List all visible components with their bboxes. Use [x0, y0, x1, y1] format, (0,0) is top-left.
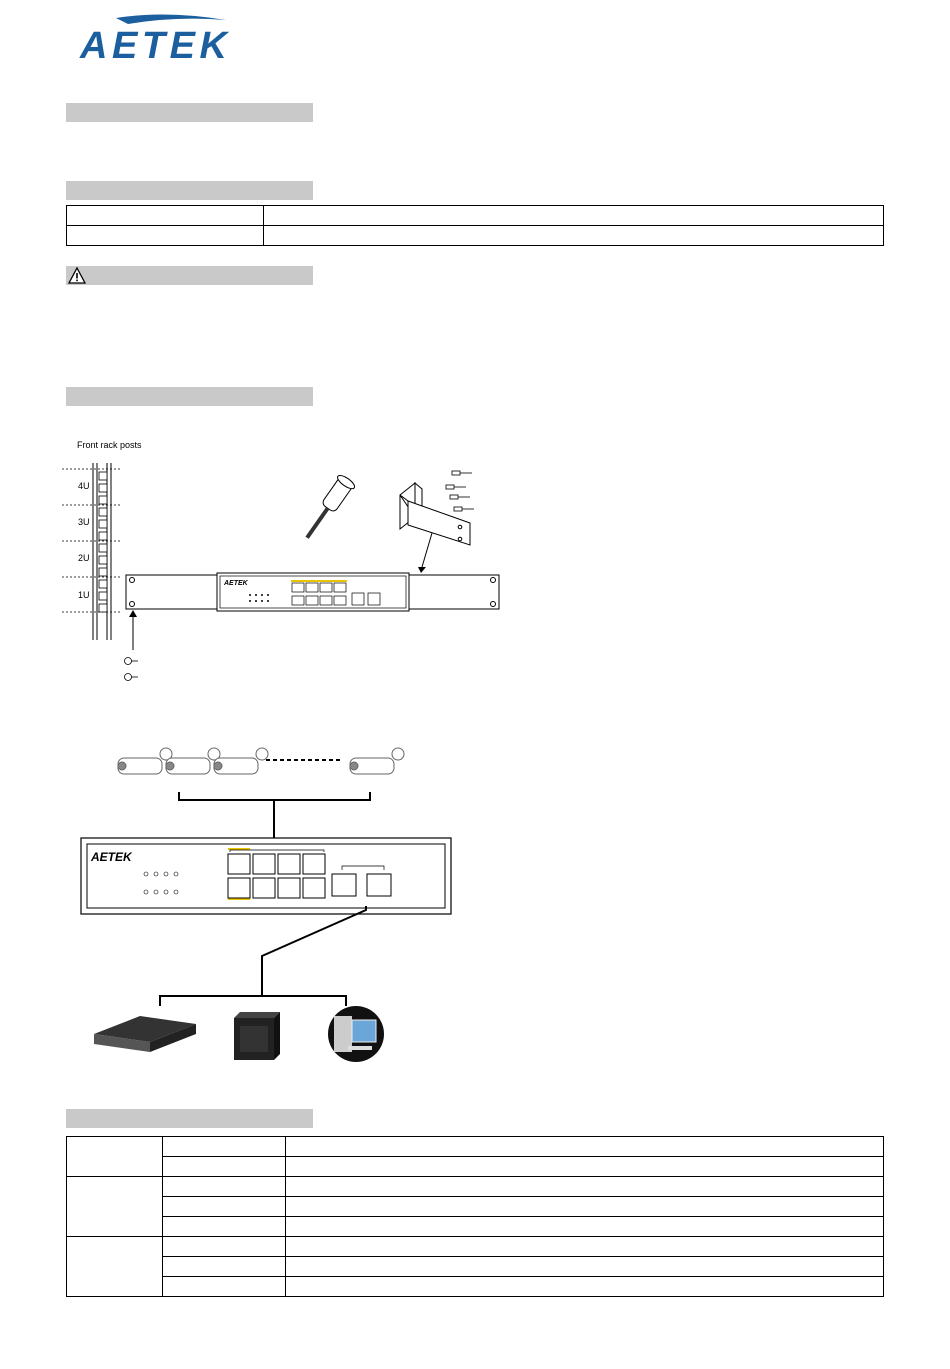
spec-table-2 [66, 1136, 884, 1297]
section-header-bar-2 [66, 181, 313, 200]
unit-label: 4U [78, 481, 90, 491]
aetek-logo [76, 14, 232, 64]
nvr-icon [94, 1016, 196, 1052]
table-row [67, 1157, 884, 1177]
table-row [67, 226, 884, 246]
unit-label: 1U [78, 590, 90, 600]
ip-camera-icon [118, 748, 404, 774]
rack-caption: Front rack posts [77, 440, 142, 450]
svg-text:AETEK: AETEK [80, 25, 228, 64]
section-header-bar-1 [66, 103, 313, 122]
spec-table-1 [66, 205, 884, 246]
table-row [67, 1257, 884, 1277]
warning-icon [68, 267, 86, 284]
table-row [67, 1217, 884, 1237]
table-row [67, 1137, 884, 1157]
computer-icon [328, 1006, 384, 1062]
unit-label: 2U [78, 553, 90, 563]
unit-label: 3U [78, 517, 90, 527]
section-header-bar-4 [66, 387, 313, 406]
svg-text:AETEK: AETEK [224, 580, 248, 587]
table-row [67, 1197, 884, 1217]
nas-icon [234, 1012, 280, 1060]
section-header-bar-5 [66, 1109, 313, 1128]
table-row [67, 1277, 884, 1297]
section-header-bar-warning [66, 266, 313, 285]
table-row [67, 1237, 884, 1257]
table-row [67, 206, 884, 226]
svg-text:AETEK: AETEK [91, 850, 132, 864]
network-topology-illustration [80, 740, 460, 1070]
rack-mount-illustration [60, 455, 510, 695]
table-row [67, 1177, 884, 1197]
